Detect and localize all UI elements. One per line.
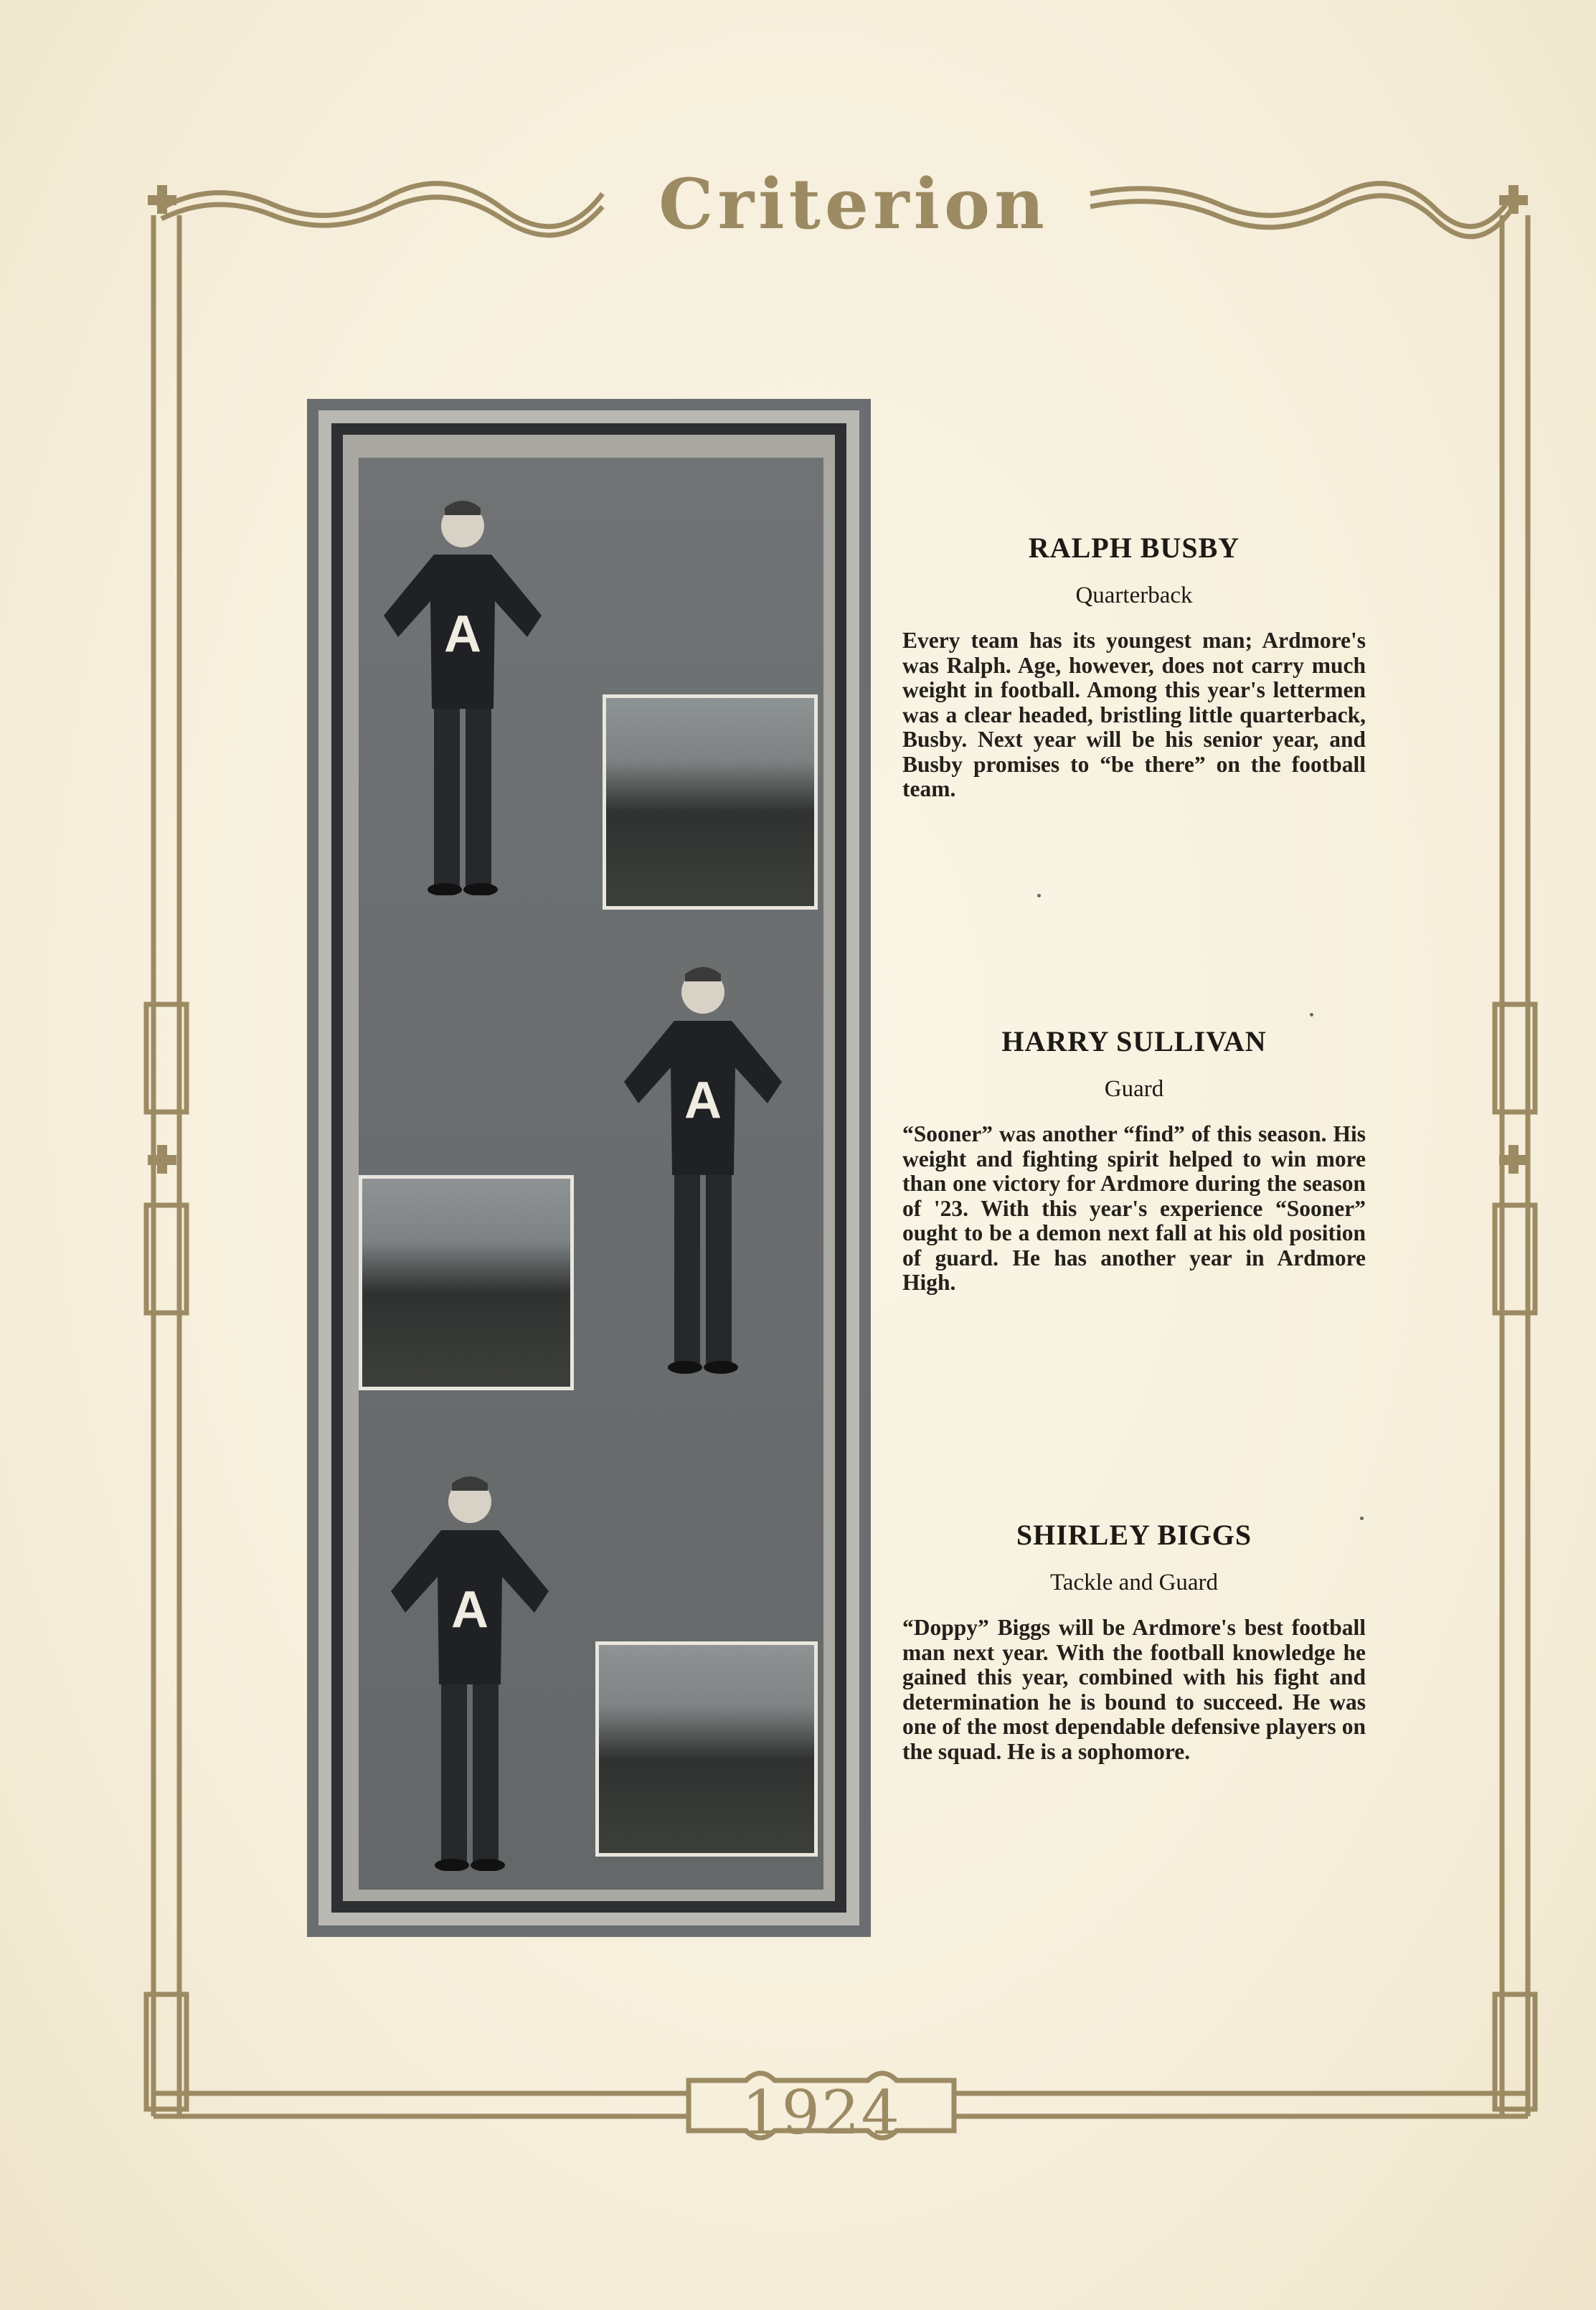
player-name: SHIRLEY BIGGS xyxy=(1016,1519,1252,1551)
yearbook-year: 1924 xyxy=(742,2078,901,2148)
player-name: RALPH BUSBY xyxy=(1028,532,1240,564)
player-bio: Every team has its youngest man; Ardmore's was Ralph. Age, however, does not carry much weight in football. Among this year's lettermen was a clear headed, bristling little quarterback, Busby. Next year will be his senior year, and Busby promises to “be there” on the football team. xyxy=(902,628,1366,801)
sweater-letter: A xyxy=(684,1072,722,1129)
player-entry-busby xyxy=(902,531,1366,802)
player-portrait-busby xyxy=(366,494,559,895)
paper-speck xyxy=(1310,1013,1313,1017)
player-position: Quarterback xyxy=(1075,583,1193,608)
yearbook-title: Criterion xyxy=(658,164,1049,245)
player-entry-biggs xyxy=(902,1518,1366,1764)
player-name: HARRY SULLIVAN xyxy=(1001,1025,1267,1057)
sweater-letter: A xyxy=(444,605,481,663)
paper-speck xyxy=(1037,894,1041,897)
player-portrait-sullivan xyxy=(613,960,800,1376)
player-position: Guard xyxy=(1104,1076,1164,1102)
panel-background xyxy=(359,458,823,1890)
action-photo-2 xyxy=(359,1175,574,1390)
player-entry-sullivan xyxy=(902,1024,1366,1296)
action-photo-1 xyxy=(603,694,818,910)
paper-speck xyxy=(1360,1517,1364,1520)
player-bio: “Doppy” Biggs will be Ardmore's best football man next year. With the football knowledge he gained this year, combined with his fight and determination he is bound to succeed. He was one of the most dependable defensive players on the squad. He is a sophomore. xyxy=(902,1615,1366,1764)
photo-panel xyxy=(307,399,871,1937)
player-portrait-biggs xyxy=(373,1469,567,1871)
player-position: Tackle and Guard xyxy=(1049,1570,1219,1595)
action-photo-3 xyxy=(595,1641,818,1857)
player-bio: “Sooner” was another “find” of this season. His weight and fighting spirit helped to win more than one victory for Ardmore during the season of '23. With this year's experience “Sooner” ought to be a demon next fall at his old position of guard. He has another year in Ardmore High. xyxy=(902,1121,1366,1295)
sweater-letter: A xyxy=(451,1581,488,1639)
